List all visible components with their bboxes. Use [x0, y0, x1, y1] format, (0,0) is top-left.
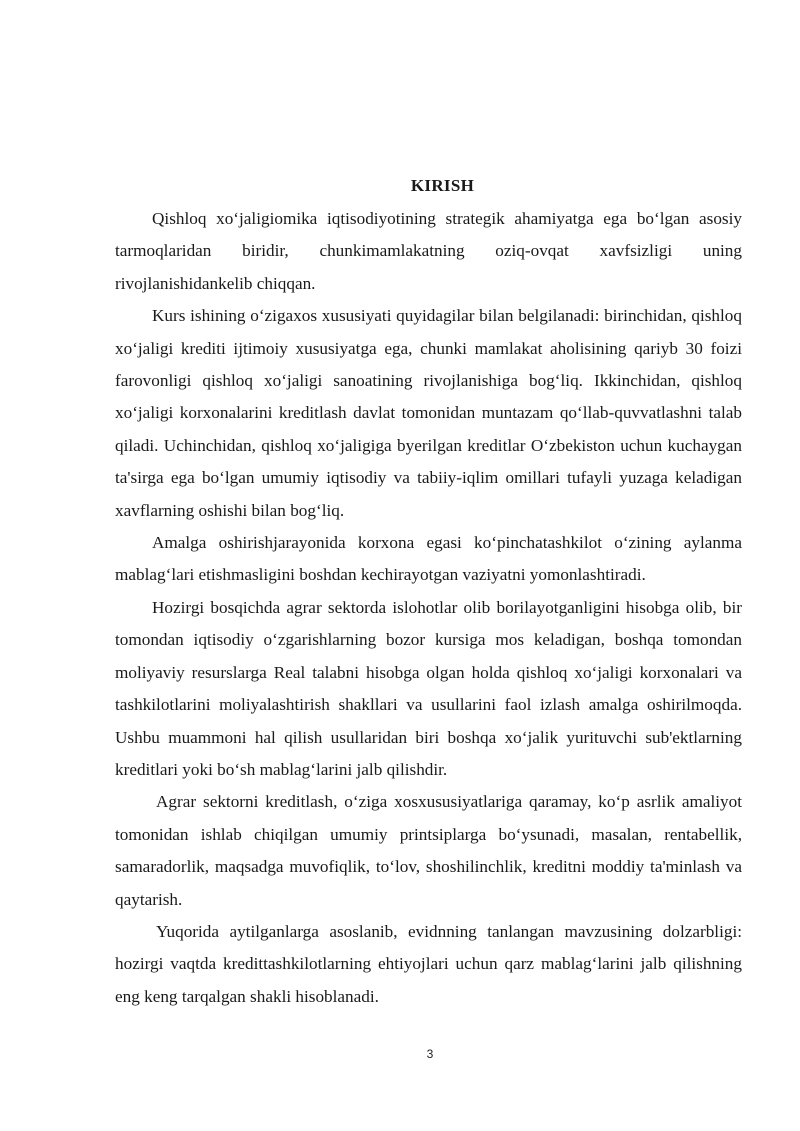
paragraph-3: Amalga oshirishjarayonida korxona egasi ko‘pinchatashkilot o‘zining aylanma mablag‘lari etishmasligini boshdan kechirayotgan vaziyatni yomonlashtiradi. [115, 533, 742, 585]
paragraph-4: Hozirgi bosqichda agrar sektorda islohotlar olib borilayotganligini hisobga olib, bir tomondan iqtisodiy o‘zgarishlarning bozor kursiga mos keladigan, boshqa tomondan moliyaviy resurslarga Real talabni hisobga olgan holda qishloq xo‘jaligi korxonalari va tashkilotlarini moliyalashtirish shakllari va usullarini faol izlash amalga oshirilmoqda. Ushbu muammoni hal qilish usullaridan biri boshqa xo‘jalik yurituvchi sub'ektlarning kreditlari yoki bo‘sh mablag‘larini jalb qilishdir. [115, 597, 742, 779]
page-heading: KIRISH [410, 176, 475, 195]
paragraph-5: Agrar sektorni kreditlash, o‘ziga xosxususiyatlariga qaramay, ko‘p asrlik amaliyot tomonidan ishlab chiqilgan umumiy printsiplarga bo‘ysunadi, masalan, rentabellik, samaradorlik, maqsadga muvofiqlik, to‘lov, shoshilinchlik, kreditni moddiy ta'minlash va qaytarish. [115, 792, 742, 909]
paragraph-2: Kurs ishining o‘zigaxos xususiyati quyidagilar bilan belgilanadi: birinchidan, qishloq xo‘jaligi krediti ijtimoiy xususiyatga ega, chunki mamlakat aholisining qariyb 30 foizi farovonligi qishloq xo‘jaligi sanoatining rivojlanishiga bog‘liq. Ikkinchidan, qishloq xo‘jaligi korxonalarini kreditlash davlat tomonidan muntazam qo‘llab-quvvatlashni talab qiladi. Uchinchidan, qishloq xo‘jaligiga byerilgan kreditlar O‘zbekiston uchun kuchaygan ta'sirga ega bo‘lgan umumiy iqtisodiy va tabiiy-iqlim omillari tufayli yuzaga keladigan xavflarning oshishi bilan bog‘liq. [115, 306, 742, 520]
paragraph-1: Qishloq xo‘jaligiomika iqtisodiyotining strategik ahamiyatga ega bo‘lgan asosiy tarmoqlaridan biridir, chunkimamlakatning oziq-ovqat xavfsizligi uning rivojlanishidankelib chiqqan. [115, 209, 742, 293]
paragraph-6: Yuqorida aytilganlarga asoslanib, evidnning tanlangan mavzusining dolzarbligi: hozirgi vaqtda kredittashkilotlarning ehtiyojlari uchun qarz mablag‘larini jalb qilishning eng keng tarqalgan shakli hisoblanadi. [115, 921, 742, 1006]
page-number: 3 [426, 1047, 434, 1061]
document-page [115, 173, 742, 1013]
